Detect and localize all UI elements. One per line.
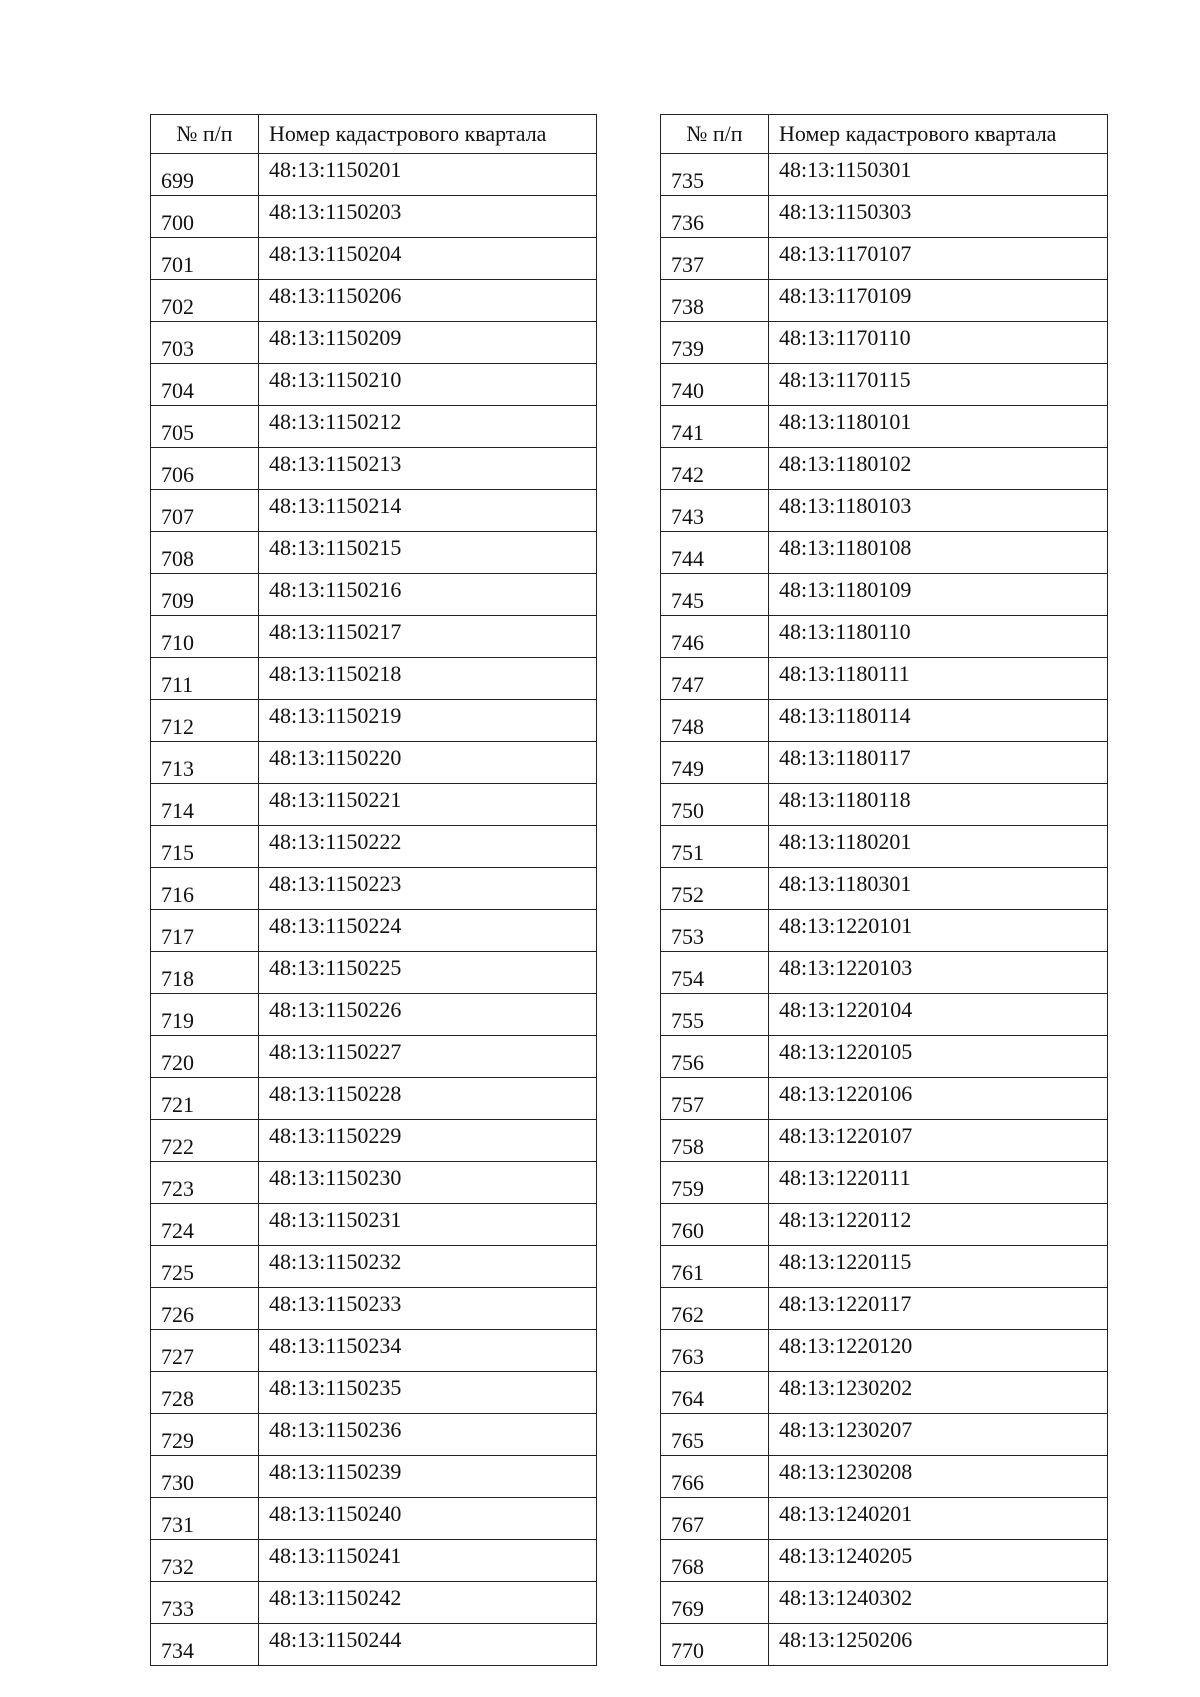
cadastral-number-cell: 48:13:1150213 [259,448,597,490]
cadastral-number-cell: 48:13:1150233 [259,1288,597,1330]
cadastral-number-cell: 48:13:1180111 [769,658,1108,700]
row-number-cell: 703 [151,322,259,364]
cadastral-table-left [150,114,597,1666]
header-num: № п/п [151,115,259,154]
table-row [661,910,1108,952]
cadastral-number-cell: 48:13:1150242 [259,1582,597,1624]
cadastral-number-cell: 48:13:1170110 [769,322,1108,364]
row-number-cell: 702 [151,280,259,322]
row-number-cell: 747 [661,658,769,700]
cadastral-number-cell: 48:13:1220103 [769,952,1108,994]
table-row [151,784,597,826]
row-number-cell: 744 [661,532,769,574]
table-row [661,406,1108,448]
table-row [151,994,597,1036]
cadastral-number-cell: 48:13:1240205 [769,1540,1108,1582]
cadastral-number-cell: 48:13:1150231 [259,1204,597,1246]
cadastral-number-cell: 48:13:1150224 [259,910,597,952]
table-row [661,280,1108,322]
cadastral-number-cell: 48:13:1220105 [769,1036,1108,1078]
row-number-cell: 765 [661,1414,769,1456]
row-number-cell: 730 [151,1456,259,1498]
cadastral-number-cell: 48:13:1180118 [769,784,1108,826]
row-number-cell: 737 [661,238,769,280]
row-number-cell: 746 [661,616,769,658]
table-row [661,196,1108,238]
header-cadastral-number: Номер кадастрового квартала [769,115,1108,154]
row-number-cell: 729 [151,1414,259,1456]
table-row [151,238,597,280]
row-number-cell: 716 [151,868,259,910]
cadastral-table-right [660,114,1108,1666]
table-row [661,994,1108,1036]
cadastral-number-cell: 48:13:1150212 [259,406,597,448]
table-row [151,1036,597,1078]
cadastral-number-cell: 48:13:1150217 [259,616,597,658]
table-row [661,154,1108,196]
table-body [151,154,597,1666]
table-row [151,322,597,364]
table-row [151,910,597,952]
table-row [661,1414,1108,1456]
cadastral-number-cell: 48:13:1170115 [769,364,1108,406]
table-row [661,238,1108,280]
table-row [151,448,597,490]
row-number-cell: 707 [151,490,259,532]
row-number-cell: 727 [151,1330,259,1372]
row-number-cell: 759 [661,1162,769,1204]
table-row [661,1120,1108,1162]
row-number-cell: 718 [151,952,259,994]
row-number-cell: 712 [151,700,259,742]
table-row [661,1204,1108,1246]
table-row [151,1330,597,1372]
cadastral-number-cell: 48:13:1150216 [259,574,597,616]
cadastral-number-cell: 48:13:1150229 [259,1120,597,1162]
row-number-cell: 719 [151,994,259,1036]
table-row [661,1330,1108,1372]
cadastral-number-cell: 48:13:1230207 [769,1414,1108,1456]
row-number-cell: 743 [661,490,769,532]
cadastral-number-cell: 48:13:1150228 [259,1078,597,1120]
cadastral-number-cell: 48:13:1180301 [769,868,1108,910]
row-number-cell: 733 [151,1582,259,1624]
row-number-cell: 763 [661,1330,769,1372]
row-number-cell: 749 [661,742,769,784]
cadastral-number-cell: 48:13:1150234 [259,1330,597,1372]
cadastral-number-cell: 48:13:1150219 [259,700,597,742]
table-row [661,1456,1108,1498]
row-number-cell: 728 [151,1372,259,1414]
cadastral-number-cell: 48:13:1150223 [259,868,597,910]
table-row [151,1498,597,1540]
row-number-cell: 755 [661,994,769,1036]
cadastral-number-cell: 48:13:1150239 [259,1456,597,1498]
table-row [661,952,1108,994]
table-row [151,196,597,238]
cadastral-number-cell: 48:13:1180102 [769,448,1108,490]
cadastral-number-cell: 48:13:1220111 [769,1162,1108,1204]
row-number-cell: 705 [151,406,259,448]
row-number-cell: 751 [661,826,769,868]
table-row [661,448,1108,490]
row-number-cell: 767 [661,1498,769,1540]
row-number-cell: 750 [661,784,769,826]
table-row [151,1204,597,1246]
table-row [661,868,1108,910]
table-row [151,952,597,994]
cadastral-number-cell: 48:13:1220106 [769,1078,1108,1120]
table-row [661,574,1108,616]
cadastral-number-cell: 48:13:1180117 [769,742,1108,784]
row-number-cell: 740 [661,364,769,406]
row-number-cell: 713 [151,742,259,784]
cadastral-number-cell: 48:13:1150225 [259,952,597,994]
table-header-row [661,115,1108,154]
row-number-cell: 711 [151,658,259,700]
table-row [151,1246,597,1288]
row-number-cell: 756 [661,1036,769,1078]
table-row [151,280,597,322]
row-number-cell: 717 [151,910,259,952]
table-row [151,700,597,742]
row-number-cell: 764 [661,1372,769,1414]
row-number-cell: 753 [661,910,769,952]
row-number-cell: 736 [661,196,769,238]
cadastral-number-cell: 48:13:1150215 [259,532,597,574]
table-row [661,322,1108,364]
table-row [661,700,1108,742]
row-number-cell: 738 [661,280,769,322]
cadastral-number-cell: 48:13:1180114 [769,700,1108,742]
table-row [151,532,597,574]
table-row [151,1456,597,1498]
row-number-cell: 735 [661,154,769,196]
table-row [661,532,1108,574]
table-row [151,1414,597,1456]
table-row [661,826,1108,868]
row-number-cell: 731 [151,1498,259,1540]
table-row [151,1120,597,1162]
table-row [661,1582,1108,1624]
table-row [661,1078,1108,1120]
cadastral-number-cell: 48:13:1150210 [259,364,597,406]
row-number-cell: 706 [151,448,259,490]
table-row [661,364,1108,406]
cadastral-number-cell: 48:13:1240302 [769,1582,1108,1624]
cadastral-number-cell: 48:13:1150209 [259,322,597,364]
table-row [661,1162,1108,1204]
row-number-cell: 768 [661,1540,769,1582]
table-body [661,154,1108,1666]
row-number-cell: 715 [151,826,259,868]
table-row [151,826,597,868]
table-row [661,658,1108,700]
cadastral-number-cell: 48:13:1240201 [769,1498,1108,1540]
row-number-cell: 710 [151,616,259,658]
row-number-cell: 769 [661,1582,769,1624]
cadastral-number-cell: 48:13:1220107 [769,1120,1108,1162]
cadastral-number-cell: 48:13:1150240 [259,1498,597,1540]
table-row [151,1372,597,1414]
cadastral-number-cell: 48:13:1150201 [259,154,597,196]
cadastral-number-cell: 48:13:1150203 [259,196,597,238]
row-number-cell: 723 [151,1162,259,1204]
table-row [661,1036,1108,1078]
row-number-cell: 708 [151,532,259,574]
cadastral-number-cell: 48:13:1150218 [259,658,597,700]
row-number-cell: 770 [661,1624,769,1666]
cadastral-number-cell: 48:13:1180110 [769,616,1108,658]
cadastral-number-cell: 48:13:1150303 [769,196,1108,238]
row-number-cell: 704 [151,364,259,406]
cadastral-number-cell: 48:13:1230202 [769,1372,1108,1414]
row-number-cell: 732 [151,1540,259,1582]
table-row [151,406,597,448]
cadastral-number-cell: 48:13:1150232 [259,1246,597,1288]
row-number-cell: 741 [661,406,769,448]
cadastral-number-cell: 48:13:1150244 [259,1624,597,1666]
table-row [661,1624,1108,1666]
table-row [661,742,1108,784]
table-row [151,364,597,406]
cadastral-number-cell: 48:13:1170109 [769,280,1108,322]
cadastral-number-cell: 48:13:1150214 [259,490,597,532]
row-number-cell: 721 [151,1078,259,1120]
table-row [151,490,597,532]
table-row [661,1540,1108,1582]
row-number-cell: 742 [661,448,769,490]
cadastral-number-cell: 48:13:1220104 [769,994,1108,1036]
cadastral-number-cell: 48:13:1150204 [259,238,597,280]
cadastral-number-cell: 48:13:1150226 [259,994,597,1036]
row-number-cell: 762 [661,1288,769,1330]
table-header-row [151,115,597,154]
row-number-cell: 734 [151,1624,259,1666]
table-row [661,784,1108,826]
cadastral-number-cell: 48:13:1220120 [769,1330,1108,1372]
row-number-cell: 757 [661,1078,769,1120]
row-number-cell: 726 [151,1288,259,1330]
cadastral-number-cell: 48:13:1220101 [769,910,1108,952]
cadastral-number-cell: 48:13:1170107 [769,238,1108,280]
row-number-cell: 739 [661,322,769,364]
row-number-cell: 714 [151,784,259,826]
cadastral-number-cell: 48:13:1150235 [259,1372,597,1414]
cadastral-number-cell: 48:13:1180103 [769,490,1108,532]
row-number-cell: 709 [151,574,259,616]
row-number-cell: 720 [151,1036,259,1078]
cadastral-number-cell: 48:13:1150221 [259,784,597,826]
row-number-cell: 748 [661,700,769,742]
table-row [661,1498,1108,1540]
cadastral-number-cell: 48:13:1150236 [259,1414,597,1456]
table-row [151,574,597,616]
table-row [151,1540,597,1582]
table-row [661,616,1108,658]
table-row [151,1078,597,1120]
table-row [151,1288,597,1330]
cadastral-number-cell: 48:13:1180101 [769,406,1108,448]
cadastral-number-cell: 48:13:1150241 [259,1540,597,1582]
table-row [661,1372,1108,1414]
row-number-cell: 766 [661,1456,769,1498]
header-cadastral-number: Номер кадастрового квартала [259,115,597,154]
row-number-cell: 724 [151,1204,259,1246]
cadastral-number-cell: 48:13:1220115 [769,1246,1108,1288]
table-row [661,490,1108,532]
row-number-cell: 722 [151,1120,259,1162]
row-number-cell: 760 [661,1204,769,1246]
cadastral-number-cell: 48:13:1150206 [259,280,597,322]
cadastral-number-cell: 48:13:1150230 [259,1162,597,1204]
table-row [151,1624,597,1666]
row-number-cell: 700 [151,196,259,238]
table-row [661,1246,1108,1288]
cadastral-number-cell: 48:13:1150227 [259,1036,597,1078]
table-row [151,658,597,700]
cadastral-number-cell: 48:13:1220117 [769,1288,1108,1330]
cadastral-number-cell: 48:13:1230208 [769,1456,1108,1498]
cadastral-number-cell: 48:13:1250206 [769,1624,1108,1666]
table-row [151,1582,597,1624]
row-number-cell: 725 [151,1246,259,1288]
header-num: № п/п [661,115,769,154]
cadastral-number-cell: 48:13:1220112 [769,1204,1108,1246]
table-row [151,742,597,784]
row-number-cell: 745 [661,574,769,616]
cadastral-number-cell: 48:13:1180201 [769,826,1108,868]
row-number-cell: 701 [151,238,259,280]
cadastral-number-cell: 48:13:1180109 [769,574,1108,616]
row-number-cell: 699 [151,154,259,196]
table-row [661,1288,1108,1330]
table-row [151,868,597,910]
cadastral-number-cell: 48:13:1180108 [769,532,1108,574]
row-number-cell: 752 [661,868,769,910]
table-row [151,154,597,196]
row-number-cell: 754 [661,952,769,994]
table-row [151,1162,597,1204]
cadastral-number-cell: 48:13:1150301 [769,154,1108,196]
table-row [151,616,597,658]
cadastral-number-cell: 48:13:1150220 [259,742,597,784]
row-number-cell: 758 [661,1120,769,1162]
row-number-cell: 761 [661,1246,769,1288]
cadastral-number-cell: 48:13:1150222 [259,826,597,868]
